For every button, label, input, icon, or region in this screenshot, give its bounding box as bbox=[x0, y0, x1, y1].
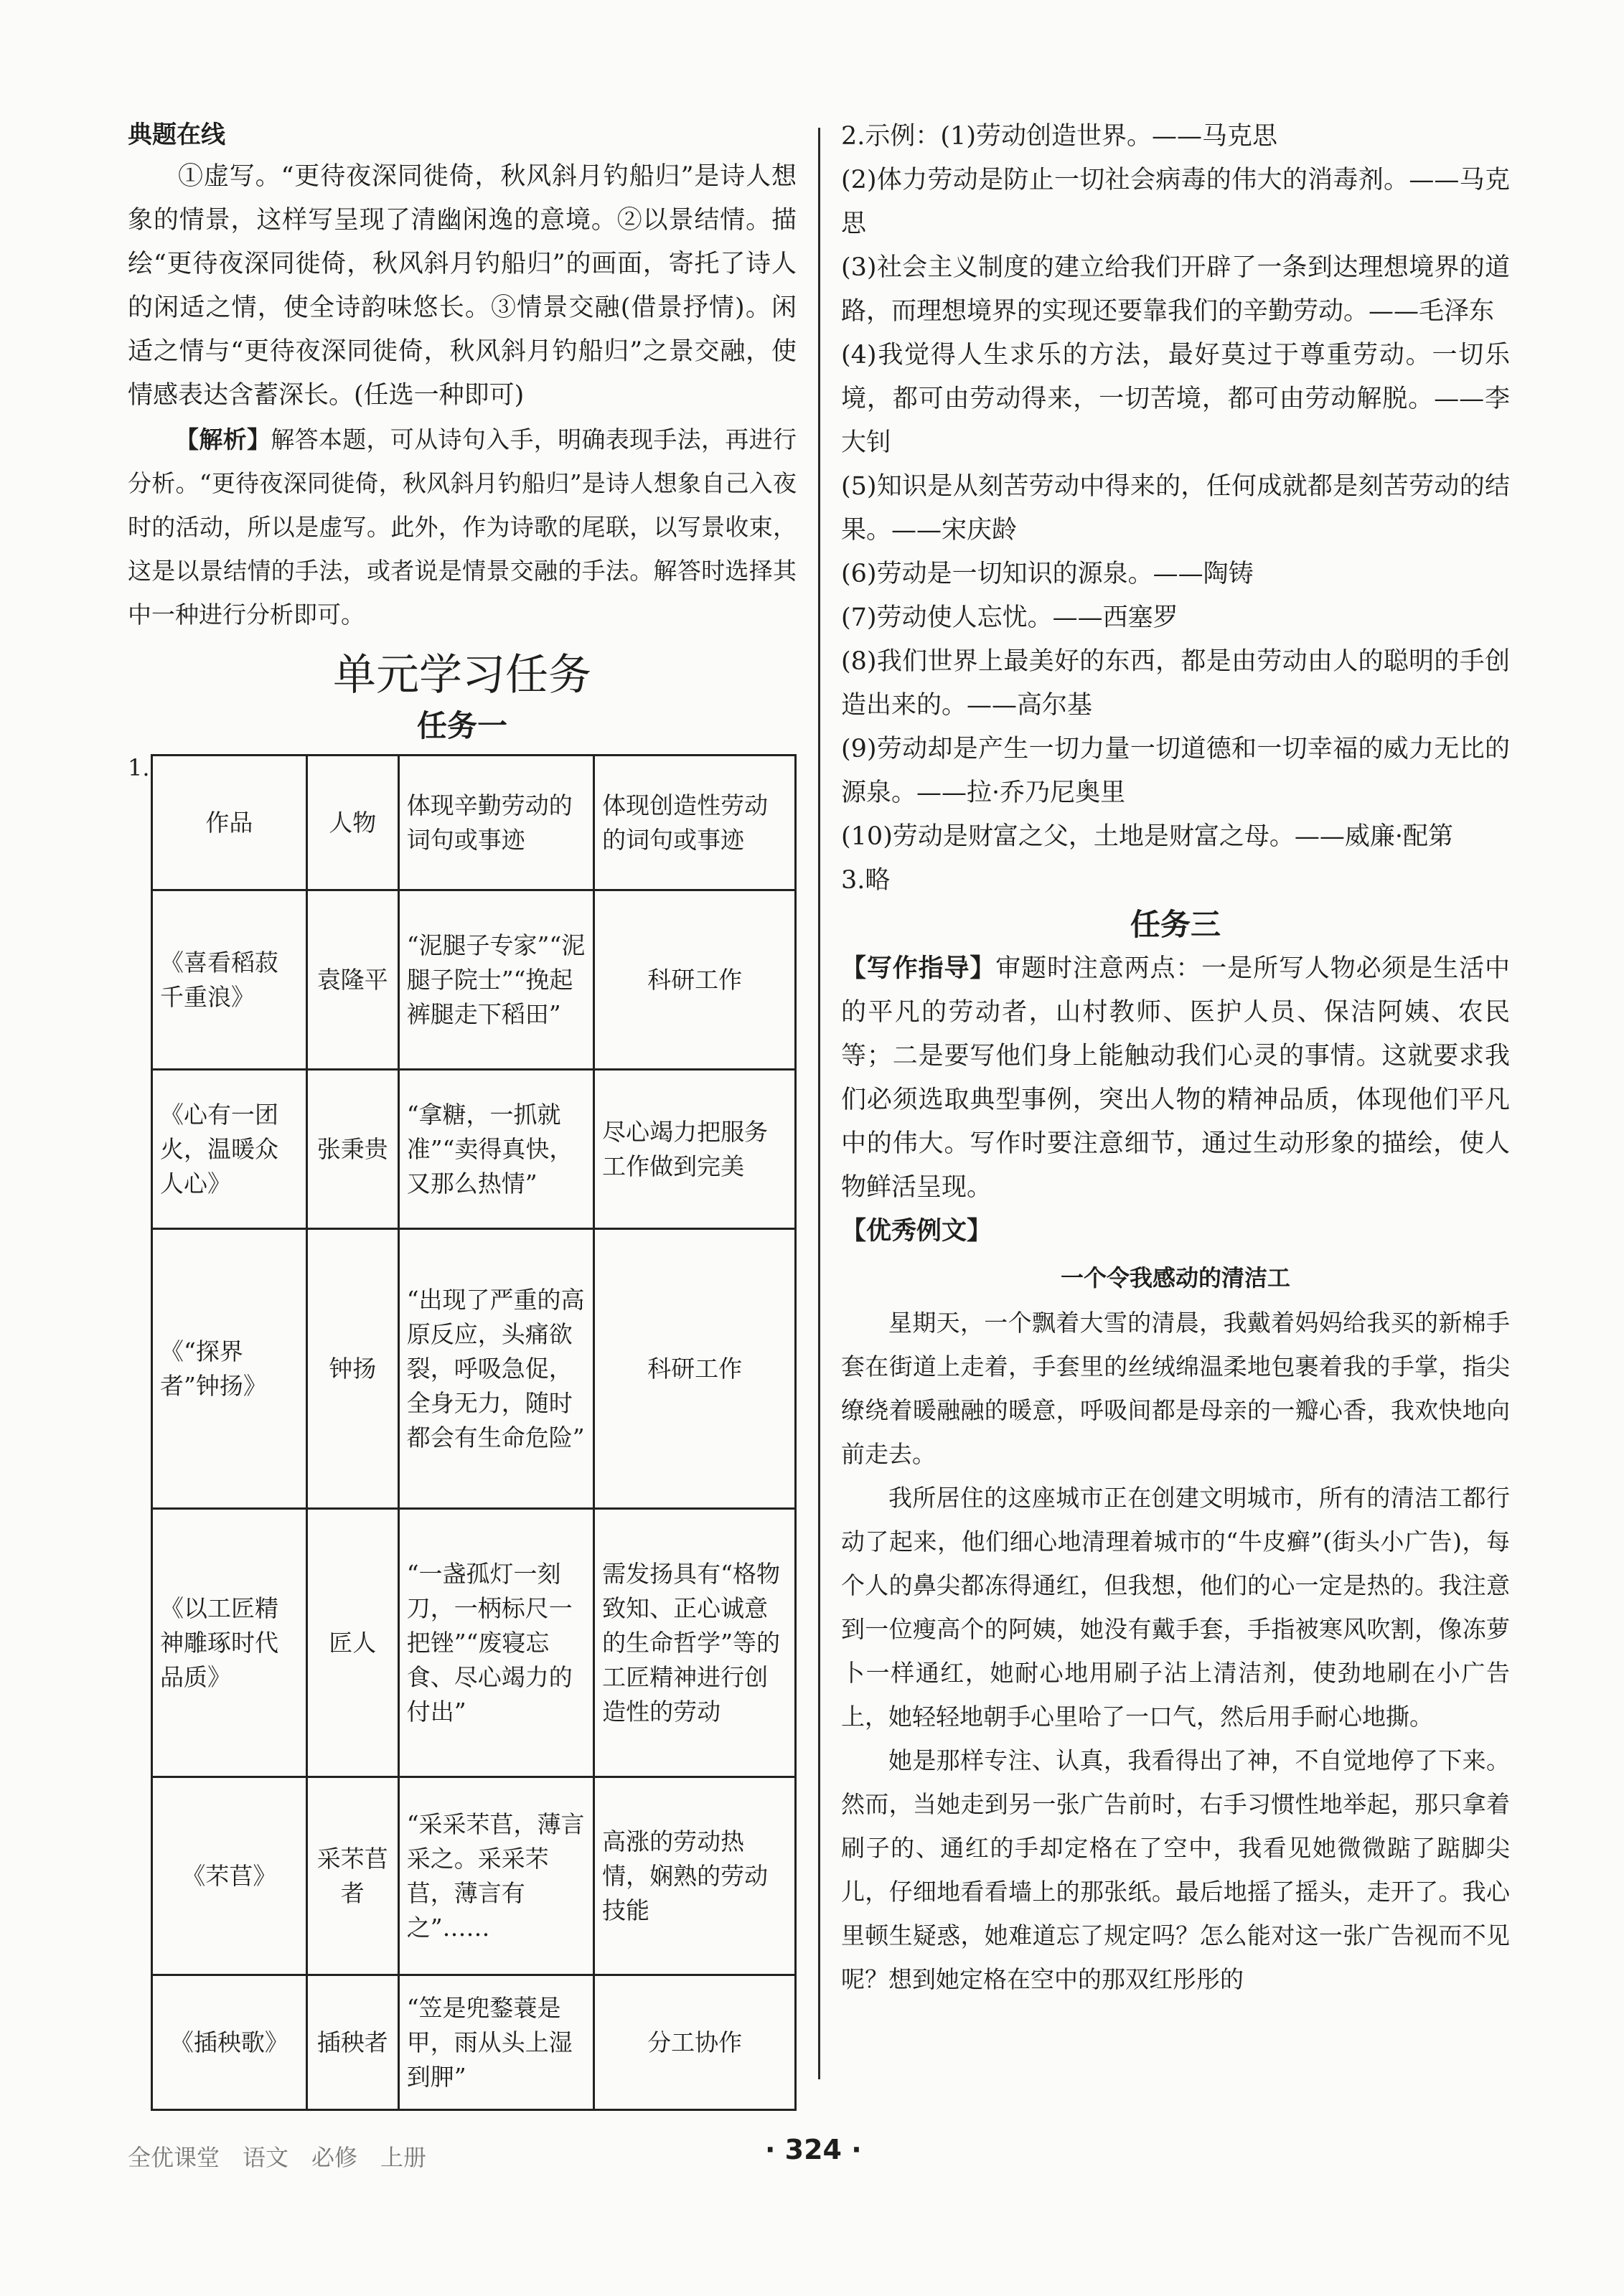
header-hard-work: 体现辛勤劳动的词句或事迹 bbox=[398, 756, 593, 890]
essay-title: 一个令我感动的清洁工 bbox=[1060, 1264, 1290, 1292]
cell-hard-work: “泥腿子专家”“泥腿子院士”“挽起裤腿走下稻田” bbox=[398, 890, 593, 1070]
analysis-text: 解答本题，可从诗句入手，明确表现手法，再进行分析。“更待夜深同徙倚，秋风斜月钓船归”是诗人想象自己入夜时的活动，所以是虚写。此外，作为诗歌的尾联，以写景收束，这是以景结情的手法，或者说是情景交融的手法。解答时选择其中一种进行分析即可。 bbox=[128, 425, 797, 629]
example-label: 【优秀例文】 bbox=[841, 1217, 992, 1246]
cell-person: 张秉贵 bbox=[306, 1070, 398, 1229]
answer-text: ①虚写。“更待夜深同徙倚，秋风斜月钓船归”是诗人想象的情景，这样写呈现了清幽闲逸的意境。②以景结情。描绘“更待夜深同徙倚，秋风斜月钓船归”的画面，寄托了诗人的闲适之情，使全诗韵味悠长。③情景交融(借景抒情)。闲适之情与“更待夜深同徙倚，秋风斜月钓船归”之景交融，使情感表达含蓄深长。(任选一种即可) bbox=[128, 162, 797, 410]
quote-item: (6)劳动是一切知识的源泉。——陶铸 bbox=[841, 560, 1254, 588]
task-table-wrap bbox=[128, 754, 797, 2111]
cell-person: 插秧者 bbox=[306, 1975, 398, 2110]
table-row bbox=[152, 1070, 796, 1229]
quote-item: (3)社会主义制度的建立给我们开辟了一条到达理想境界的道路，而理想境界的实现还要靠我们的辛勤劳动。——毛泽东 bbox=[841, 253, 1510, 326]
cell-person: 采芣苢者 bbox=[306, 1777, 398, 1975]
cell-creative-work: 科研工作 bbox=[594, 890, 796, 1070]
table-header-row bbox=[152, 756, 796, 890]
task3-title: 任务三 bbox=[1130, 907, 1221, 942]
table-row bbox=[152, 1229, 796, 1509]
right-column bbox=[841, 115, 1510, 2001]
cell-creative-work: 高涨的劳动热情，娴熟的劳动技能 bbox=[594, 1777, 796, 1975]
cell-work: 《心有一团火，温暖众人心》 bbox=[152, 1070, 307, 1229]
analysis-label: 【解析】 bbox=[175, 425, 271, 453]
page-number: · 324 · bbox=[765, 2134, 862, 2165]
cell-person: 袁隆平 bbox=[306, 890, 398, 1070]
cell-creative-work: 需发扬具有“格物致知、正心诚意的生命哲学”等的工匠精神进行创造性的劳动 bbox=[594, 1509, 796, 1777]
essay-paragraph: 星期天，一个飘着大雪的清晨，我戴着妈妈给我买的新棉手套在街道上走着，手套里的丝绒绵温柔地包裹着我的手掌，指尖缭绕着暖融融的暖意，呼吸间都是母亲的一瓣心香，我欢快地向前走去。 bbox=[841, 1309, 1510, 1468]
analysis-paragraph bbox=[128, 418, 797, 636]
header-work: 作品 bbox=[152, 756, 307, 890]
example-heading bbox=[841, 1210, 1510, 1253]
table-row bbox=[152, 1975, 796, 2110]
cell-work: 《芣苢》 bbox=[152, 1777, 307, 1975]
quote-item: (5)知识是从刻苦劳动中得来的，任何成就都是刻苦劳动的结果。——宋庆龄 bbox=[841, 472, 1510, 545]
table-number: 1. bbox=[128, 754, 150, 781]
cell-work: 《以工匠精神雕琢时代品质》 bbox=[152, 1509, 307, 1777]
cell-person: 匠人 bbox=[306, 1509, 398, 1777]
section-title: 典题在线 bbox=[128, 121, 225, 149]
header-person: 人物 bbox=[306, 756, 398, 890]
essay-paragraph: 我所居住的这座城市正在创建文明城市，所有的清洁工都行动了起来，他们细心地清理着城市的“牛皮癣”(街头小广告)，每个人的鼻尖都冻得通红，但我想，他们的心一定是热的。我注意到一位瘦高个的阿姨，她没有戴手套，手指被寒风吹割，像冻萝卜一样通红，她耐心地用刷子沾上清洁剂，使劲地刷在小广告上，她轻轻地朝手心里哈了一口气，然后用手耐心地撕。 bbox=[841, 1484, 1510, 1731]
cell-hard-work: “出现了严重的高原反应，头痛欲裂，呼吸急促，全身无力，随时都会有生命危险” bbox=[398, 1229, 593, 1509]
left-column bbox=[128, 115, 797, 2111]
task1-title: 任务一 bbox=[416, 708, 507, 743]
cell-work: 《喜看稻菽千重浪》 bbox=[152, 890, 307, 1070]
quote-item: (4)我觉得人生求乐的方法，最好莫过于尊重劳动。一切乐境，都可由劳动得来，一切苦境，都可由劳动解脱。——李大钊 bbox=[841, 341, 1510, 457]
writing-label: 【写作指导】 bbox=[841, 954, 996, 983]
book-footer: 全优课堂 语文 必修 上册 bbox=[128, 2144, 427, 2171]
cell-hard-work: “笠是兜鍪蓑是甲，雨从头上湿到胛” bbox=[398, 1975, 593, 2110]
table-row bbox=[152, 890, 796, 1070]
header-creative-work: 体现创造性劳动的词句或事迹 bbox=[594, 756, 796, 890]
quote-item: (9)劳动却是产生一切力量一切道德和一切幸福的威力无比的源泉。——拉·乔乃尼奥里 bbox=[841, 735, 1510, 807]
unit-title: 单元学习任务 bbox=[333, 650, 591, 700]
q2-intro: 2.示例：(1)劳动创造世界。——马克思 bbox=[841, 122, 1277, 151]
quote-item: (8)我们世界上最美好的东西，都是由劳动由人的聪明的手创造出来的。——高尔基 bbox=[841, 647, 1510, 720]
quote-item: (7)劳动使人忘忧。——西塞罗 bbox=[841, 603, 1178, 632]
q3-answer: 3.略 bbox=[841, 866, 891, 895]
cell-hard-work: “采采芣苢，薄言采之。采采芣苢，薄言有之”…… bbox=[398, 1777, 593, 1975]
quote-item: (2)体力劳动是防止一切社会病毒的伟大的消毒剂。——马克思 bbox=[841, 166, 1510, 238]
table-row bbox=[152, 1777, 796, 1975]
cell-creative-work: 尽心竭力把服务工作做到完美 bbox=[594, 1070, 796, 1229]
column-divider bbox=[818, 128, 820, 2079]
writing-guide bbox=[841, 947, 1510, 1210]
cell-work: 《插秧歌》 bbox=[152, 1975, 307, 2110]
table-row bbox=[152, 1509, 796, 1777]
cell-creative-work: 科研工作 bbox=[594, 1229, 796, 1509]
cell-creative-work: 分工协作 bbox=[594, 1975, 796, 2110]
writing-guide-text: 审题时注意两点：一是所写人物必须是生活中的平凡的劳动者，山村教师、医护人员、保洁阿姨、农民等；二是要写他们身上能触动我们心灵的事情。这就要求我们必须选取典型事例，突出人物的精神品质，体现他们平凡中的伟大。写作时要注意细节，通过生动形象的描绘，使人物鲜活呈现。 bbox=[841, 954, 1510, 1202]
cell-hard-work: “一盏孤灯一刻刀，一柄标尺一把锉”“废寝忘食、尽心竭力的付出” bbox=[398, 1509, 593, 1777]
cell-hard-work: “拿糖，一抓就准”“卖得真快，又那么热情” bbox=[398, 1070, 593, 1229]
cell-person: 钟扬 bbox=[306, 1229, 398, 1509]
essay-paragraph: 她是那样专注、认真，我看得出了神，不自觉地停了下来。然而，当她走到另一张广告前时，右手习惯性地举起，那只拿着刷子的、通红的手却定格在了空中，我看见她微微踮了踮脚尖儿，仔细地看看墙上的那张纸。最后地摇了摇头，走开了。我心里顿生疑惑，她难道忘了规定吗？怎么能对这一张广告视而不见呢？想到她定格在空中的那双红彤彤的 bbox=[841, 1746, 1510, 1993]
cell-work: 《“探界者”钟扬》 bbox=[152, 1229, 307, 1509]
labor-table bbox=[151, 754, 797, 2111]
quote-item: (10)劳动是财富之父，土地是财富之母。——威廉·配第 bbox=[841, 822, 1453, 851]
